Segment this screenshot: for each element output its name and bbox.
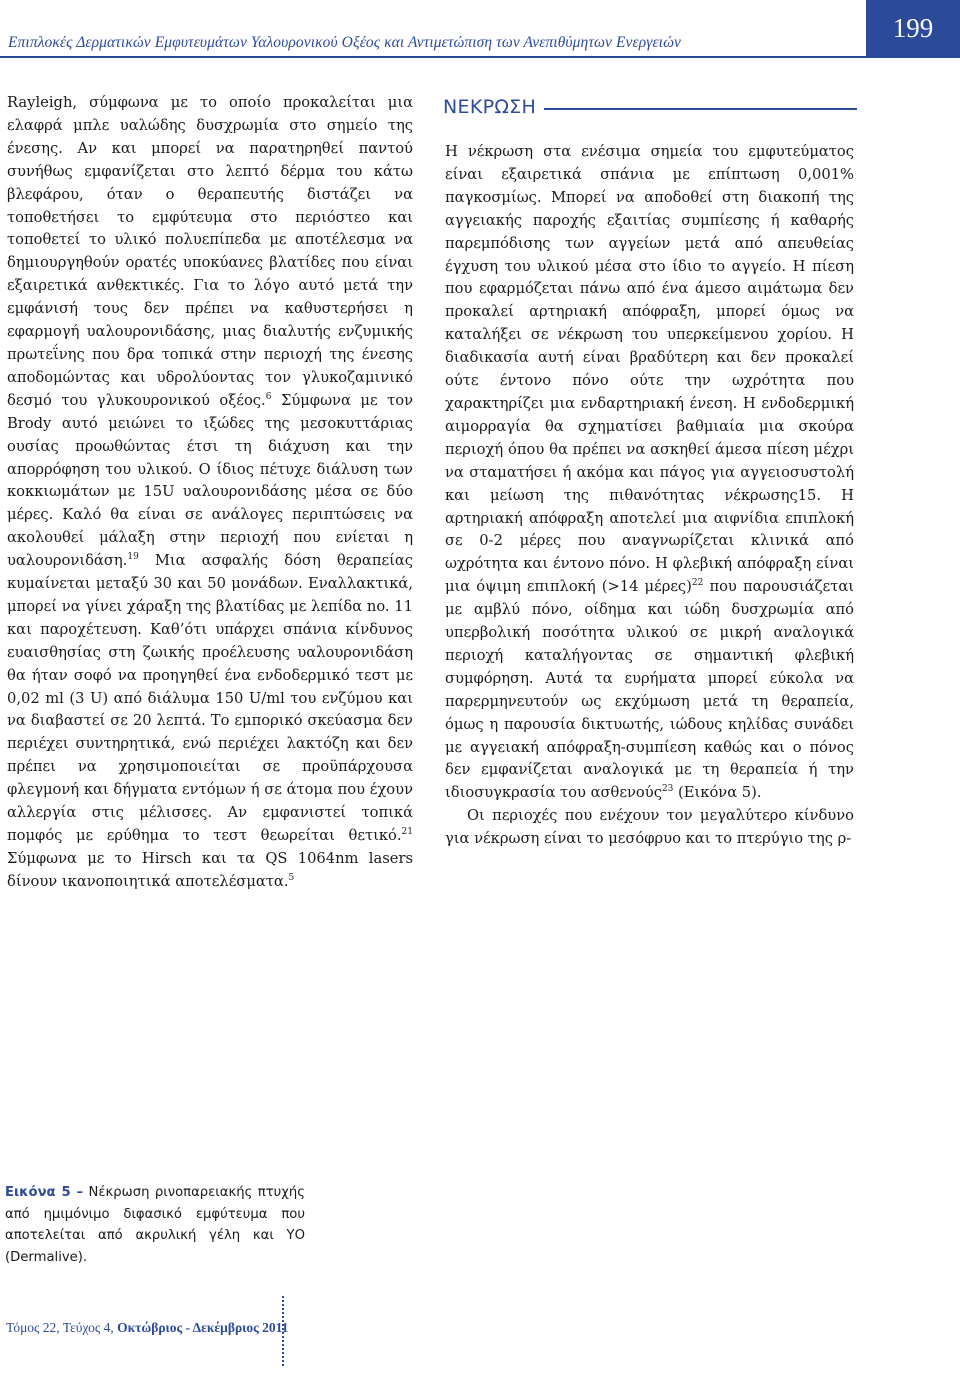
caption-label: Εικόνα 5 – — [5, 1185, 84, 1200]
text-run: (Εικόνα 5). — [673, 784, 762, 802]
right-column — [445, 141, 854, 851]
paragraph: Οι περιοχές που ενέχουν τον μεγαλύτερο κίνδυνο για νέκρωση είναι το μεσόφρυο και το πτερύγιο της ρ- — [445, 807, 854, 848]
citation-sup: 19 — [127, 552, 139, 563]
figure-caption — [5, 1182, 305, 1268]
section-title: ΝΕΚΡΩΣΗ — [443, 96, 537, 118]
citation-sup: 5 — [288, 872, 295, 883]
text-run: Σύμφωνα με το Hirsch και τα QS 1064nm lasers δίνουν ικανοποιητικά αποτελέσματα. — [7, 849, 413, 890]
citation-sup: 23 — [661, 784, 674, 795]
figure-image — [318, 1178, 958, 1270]
citation-sup: 22 — [691, 578, 704, 589]
section-heading — [443, 94, 857, 120]
text-run: Η νέκρωση στα ενέσιμα σημεία του εμφυτεύματος είναι εξαιρετικά σπάνια με επίπτωση 0,001% παγκοσμίως. Μπορεί να αποδοθεί στη διακοπή της αγγειακής παροχής εξαιτίας συμπίεσης ή καθαρής παρεμπόδισης των αγγείων μετά από απευθείας έγχυση του υλικού μέσα στο ίδιο το αγγείο. Η πίεση που εφαρμόζεται πάνω από ένα άμεσο αιμάτωμα δεν προκαλεί αρτηριακή απόφραξη, μπορεί όμως να καταλήξει σε νέκρωση του υπερκείμενου χορίου. Η διαδικασία αυτή είναι βραδύτερη και δεν προκαλεί ούτε έντονο πόνο ούτε την ωχρότητα που χαρακτηρίζει μια ενδαρτηριακή ένεση. Η ενδοδερμική αιμορραγία θα σχηματίσει βαθμιαία μια σκούρα περιοχή όπου θα πρέπει να ασκηθεί άμεσα πίεση μέχρι να σταματήσει ή ακόμα και πάγος για αγγειοσυστολή και μείωση της πιθανότητας νέκρωσης15. Η αρτηριακή απόφραξη αποτελεί μια αιφνίδια επιπλοκή σε 0-2 μέρες που αναγνωρίζεται κλινικά από ωχρότητα και έντονο πόνο. Η φλεβική απόφραξη είναι μια όψιμη επιπλοκή (>14 μέρες) — [445, 143, 854, 596]
citation-sup: 6 — [265, 391, 272, 402]
page-number: 199 — [892, 12, 934, 43]
citation-sup: 21 — [401, 827, 413, 838]
page-number-tab — [866, 0, 960, 56]
paragraph — [7, 92, 413, 894]
caption-text: Νέκρωση ρινοπαρειακής πτυχής από ημιμόνιμο διφασικό εμφύτευμα που αποτελείται από ακρυλική γέλη και ΥΟ (Dermalive). — [5, 1185, 305, 1265]
paragraph — [445, 141, 854, 805]
text-run: Σύμφωνα με τον Brody αυτό μειώνει το ιξώδες της μεσοκυττάριας ουσίας προωθώντας έτσι τη διάχυση και την απορρόφηση του υλικού. Ο ίδιος πέτυχε διάλυση των κοκκιωμάτων με 15U υαλουρονιδάσης μέσα σε δύο μέρες. Καλό θα είναι σε ανάλογες περιπτώσεις να ακολουθεί μάλαξη στην περιοχή που ενίεται η υαλουρονιδάση. — [7, 391, 413, 570]
text-run: Rayleigh, σύμφωνα με το οποίο προκαλείται μια ελαφρά μπλε υαλώδης δυσχρωμία στο σημείο της ένεσης. Αν και μπορεί να παρατηρηθεί παντού συνήθως εμφανίζεται στο λεπτό δέρμα του κάτω βλεφάρου, όταν ο θεραπευτής διστάζει να τοποθετήσει το εμφύτευμα στο περιόστεο και τοποθετεί το υλικό πολυεπίπεδα με αποτέλεσμα να δημιουργηθούν ορατές υποκύανες βλατίδες που είναι εξαιρετικά ανθεκτικές. Για το λόγο αυτό μετά την εμφάνισή τους δεν πρέπει να καθυστερήσει η εφαρμογή υαλουρονιδάσης, μιας διαλυτής ενζυμικής πρωτεΐνης που δρα τοπικά στην περιοχή της ένεσης αποδομώντας και υδρολύοντας τον γλυκοζαμινικό δεσμό του γλυκουρονικού οξέος. — [7, 94, 413, 409]
footer-volume: Τόμος 22, Τεύχος 4, — [6, 1320, 118, 1335]
section-rule — [544, 108, 857, 110]
footer-issue-info — [6, 1320, 288, 1336]
text-run: Μια ασφαλής δόση θεραπείας κυμαίνεται μεταξύ 30 και 50 μονάδων. Εναλλακτικά, μπορεί να γίνει χάραξη της βλατίδας με λεπίδα no. 11 και παροχέτευση. Καθ’ότι υπάρχει σπάνια κίνδυνος ευαισθησίας στη ζωικής προέλευσης υαλουρονιδάση θα ήταν σοφό να προηγηθεί ένα ενδοδερμικό τεστ με 0,02 ml (3 U) από διάλυμα 150 U/ml του ενζύμου και να διαβαστεί σε 20 λεπτά. Το εμπορικό σκεύασμα δεν περιέχει συντηρητικά, ενώ περιέχει λακτόζη και δεν πρέπει να χρησιμοποιείται σε προϋπάρχουσα φλεγμονή και δήγματα εντόμων ή σε άτομα που έχουν αλλεργία στις μέλισσες. Αν εμφανιστεί τοπικά πομφός με ερύθημα το τεστ θεωρείται θετικό. — [7, 552, 413, 844]
text-run: που παρουσιάζεται με αμβλύ πόνο, οίδημα και ιώδη δυσχρωμία από υπερβολική ποσότητα υλικού σε μικρή αναλογικά περιοχή καταλήγοντας σε σημαντική φλεβική συμφόρηση. Αυτά τα ευρήματα μπορεί εύκολα να παρερμηνευτούν ως εκχύμωση μετά τη θεραπεία, όμως η παρουσία δικτυωτής, ιώδους κηλίδας συνάδει με αγγειακή απόφραξη-συμπίεση καθώς και ο πόνος δεν εμφανίζεται αναλογικά με τη θεραπεία ή την ιδιοσυγκρασία του ασθενούς — [445, 578, 854, 802]
running-header-title: Επιπλοκές Δερματικών Εμφυτευμάτων Υαλουρονικού Οξέος και Αντιμετώπιση των Ανεπιθύμητων Ενεργειών — [8, 34, 681, 51]
left-column — [7, 92, 413, 894]
footer-date: Οκτώβριος - Δεκέμβριος 2011 — [117, 1320, 289, 1335]
header-rule — [0, 56, 960, 58]
